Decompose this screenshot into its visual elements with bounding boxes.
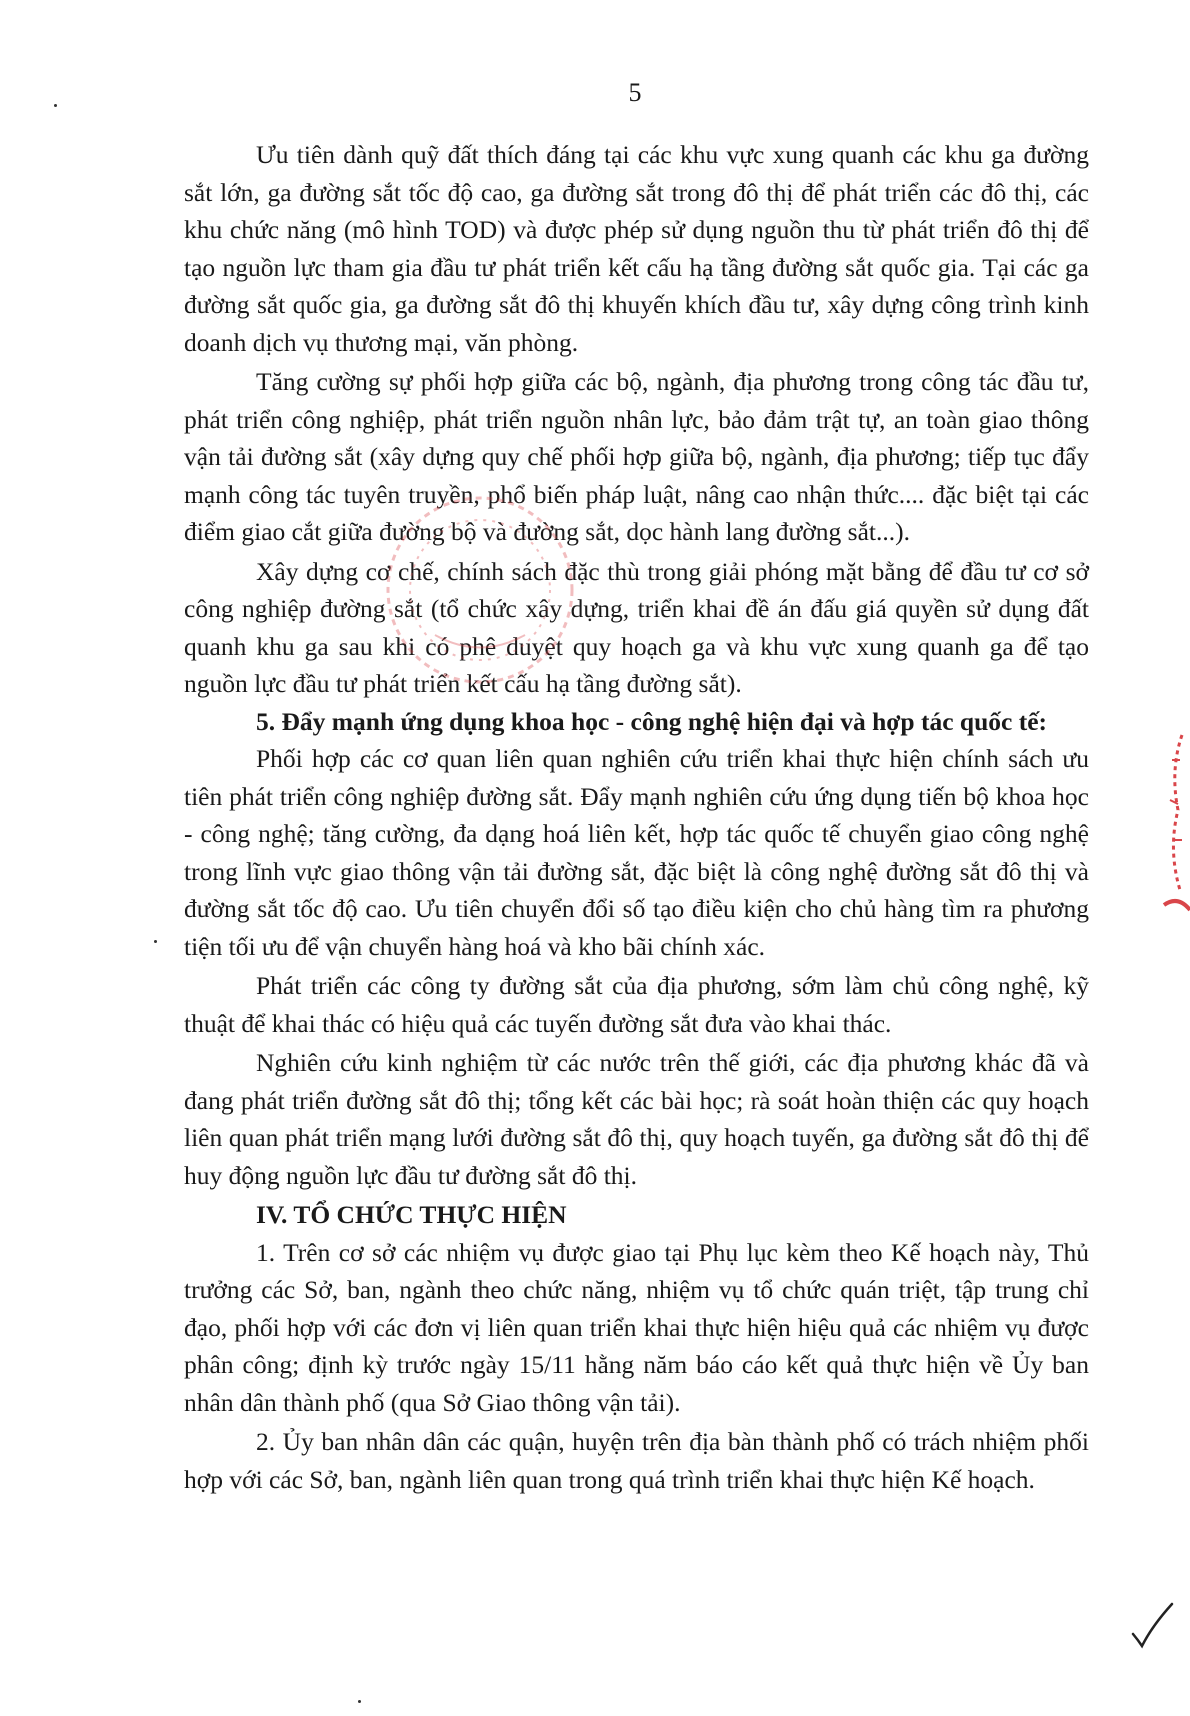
scan-speck (154, 940, 157, 943)
paragraph-land-fund: Ưu tiên dành quỹ đất thích đáng tại các khu vực xung quanh các khu ga đường sắt lớn, ga đường sắt tốc độ cao, ga đường sắt trong đô thị để phát triển các đô thị, các khu chức năng (mô hình TOD) và được phép sử dụng nguồn thu từ phát triển đô thị để tạo nguồn lực tham gia đầu tư phát triển kết cấu hạ tầng đường sắt quốc gia. Tại các ga đường sắt quốc gia, ga đường sắt đô thị khuyến khích đầu tư, xây dựng công trình kinh doanh dịch vụ thương mại, văn phòng. (184, 140, 1089, 357)
paragraph-experience-study: Nghiên cứu kinh nghiệm từ các nước trên thế giới, các địa phương khác đã và đang phát triển đường sắt đô thị; tổng kết các bài học; rà soát hoàn thiện các quy hoạch liên quan phát triển mạng lưới đường sắt đô thị, quy hoạch tuyến, ga đường sắt đô thị để huy động nguồn lực đầu tư đường sắt đô thị. (184, 1048, 1089, 1190)
section-heading-5: 5. Đẩy mạnh ứng dụng khoa học - công nghệ hiện đại và hợp tác quốc tế: (256, 706, 1048, 736)
paragraph-implementation-2: 2. Ủy ban nhân dân các quận, huyện trên địa bàn thành phố có trách nhiệm phối hợp với các Sở, ban, ngành liên quan trong quá trình triển khai thực hiện Kế hoạch. (184, 1427, 1089, 1494)
paragraph-implementation-1: 1. Trên cơ sở các nhiệm vụ được giao tại Phụ lục kèm theo Kế hoạch này, Thủ trưởng các Sở, ban, ngành theo chức năng, nhiệm vụ tổ chức quán triệt, tập trung chỉ đạo, phối hợp với các đơn vị liên quan triển khai thực hiện hiệu quả các nhiệm vụ được phân công; định kỳ trước ngày 15/11 hằng năm báo cáo kết quả thực hiện về Ủy ban nhân dân thành phố (qua Sở Giao thông vận tải). (184, 1237, 1089, 1417)
faint-seal-stamp (375, 485, 585, 695)
paragraph-local-companies: Phát triển các công ty đường sắt của địa phương, sớm làm chủ công nghệ, kỹ thuật để khai thác có hiệu quả các tuyến đường sắt đưa vào khai thác. (184, 971, 1089, 1038)
paragraph-coordination: Tăng cường sự phối hợp giữa các bộ, ngành, địa phương trong công tác đầu tư, phát triển công nghiệp, phát triển nguồn nhân lực, bảo đảm trật tự, an toàn giao thông vận tải đường sắt (xây dựng quy chế phối hợp giữa bộ, ngành, địa phương; tiếp tục đẩy mạnh công tác tuyên truyền, phổ biến pháp luật, nâng cao nhận thức.... đặc biệt tại các điểm giao cắt giữa đường bộ và đường sắt, dọc hành lang đường sắt...). (184, 367, 1089, 546)
scan-speck (358, 1700, 361, 1703)
edge-seal-fragment (1160, 730, 1190, 920)
document-body (184, 136, 1089, 1498)
paragraph-site-clearance: Xây dựng cơ chế, chính sách đặc thù trong giải phóng mặt bằng để đầu tư cơ sở công nghiệp đường sắt (tổ chức xây dựng, triển khai đề án đấu giá quyền sử dụng đất quanh khu ga sau khi có phê duyệt quy hoạch ga và khu vực xung quanh ga để tạo nguồn lực đầu tư phát triển kết cấu hạ tầng đường sắt). (184, 556, 1089, 698)
handwritten-check-mark (1130, 1600, 1175, 1650)
scan-speck (54, 104, 57, 107)
section-heading-iv: IV. TỔ CHỨC THỰC HIỆN (256, 1200, 567, 1229)
paragraph-research-cooperation: Phối hợp các cơ quan liên quan nghiên cứu triển khai thực hiện chính sách ưu tiên phát triển công nghiệp đường sắt. Đẩy mạnh nghiên cứu ứng dụng tiến bộ khoa học - công nghệ; tăng cường, đa dạng hoá liên kết, hợp tác quốc tế chuyển giao công nghệ trong lĩnh vực giao thông vận tải đường sắt, đặc biệt là công nghệ đường sắt đô thị và đường sắt tốc độ cao. Ưu tiên chuyển đổi số tạo điều kiện cho chủ hàng tìm ra phương tiện tối ưu để vận chuyển hàng hoá và kho bãi chính xác. (184, 744, 1089, 961)
page-number: 5 (628, 78, 642, 107)
